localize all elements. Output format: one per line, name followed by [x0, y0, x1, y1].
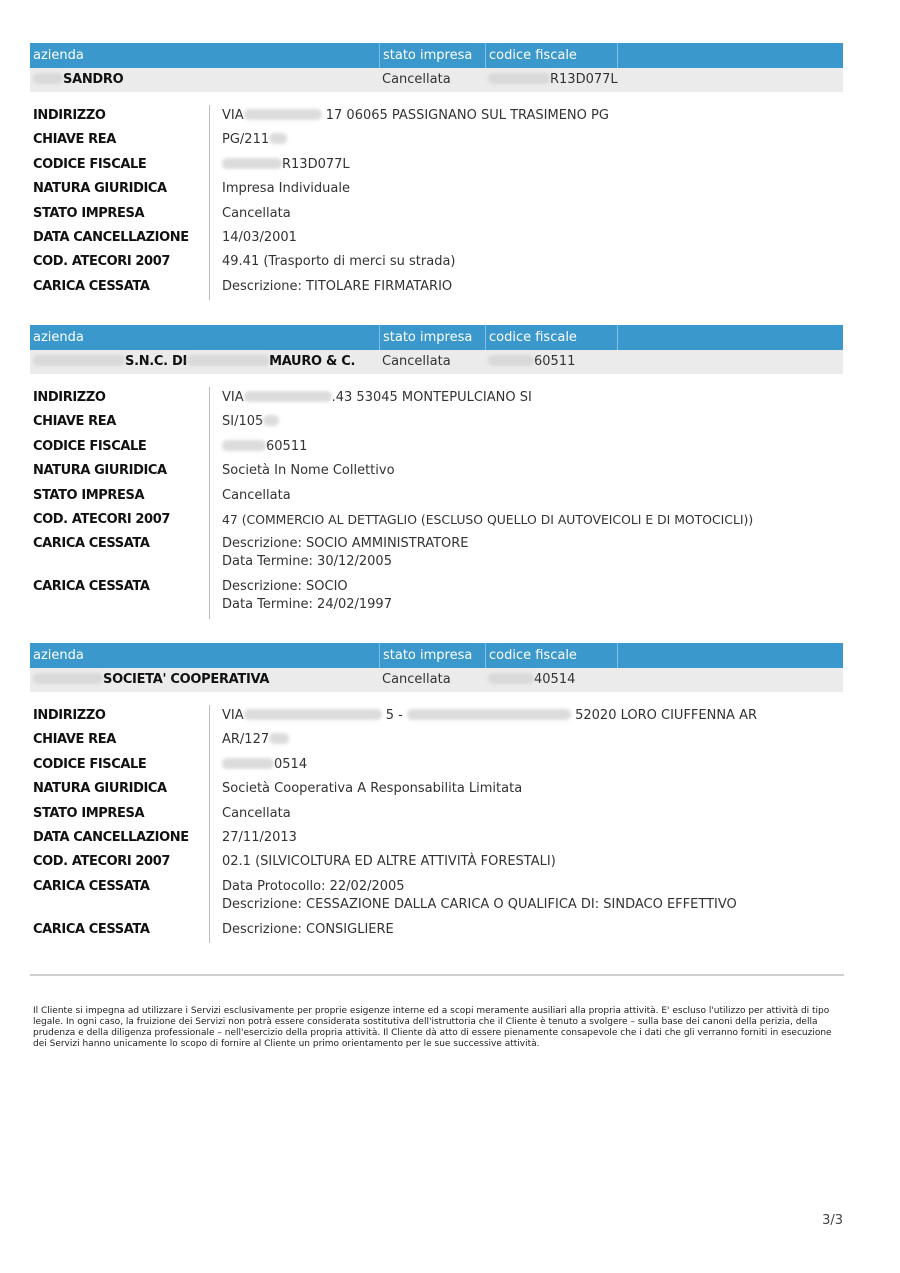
header-stato-impresa: stato impresa [379, 43, 485, 68]
detail-label: NATURA GIURIDICA [33, 463, 167, 479]
detail-label: CHIAVE REA [33, 132, 116, 148]
company-status: Cancellata [382, 672, 451, 687]
detail-label: NATURA GIURIDICA [33, 181, 167, 197]
page-number: 3/3 [822, 1213, 843, 1228]
company-fiscal-code: 40514 [488, 668, 575, 692]
detail-label: STATO IMPRESA [33, 805, 145, 821]
detail-row [30, 576, 843, 619]
detail-value: Descrizione: CONSIGLIERE [222, 921, 394, 937]
detail-value: VIA 5 - 52020 LORO CIUFFENNA AR [222, 708, 758, 723]
detail-label: COD. ATECORI 2007 [33, 254, 170, 270]
detail-label: COD. ATECORI 2007 [33, 511, 170, 527]
company-summary-row [30, 668, 843, 692]
detail-value: Descrizione: TITOLARE FIRMATARIO [222, 278, 453, 294]
detail-row [30, 778, 843, 802]
detail-value: Società Cooperativa A Responsabilita Limitata [222, 781, 523, 797]
header-codice-fiscale: codice fiscale [485, 43, 618, 68]
detail-label: CODICE FISCALE [33, 756, 147, 772]
detail-row [30, 129, 843, 153]
detail-value: Società In Nome Collettivo [222, 463, 395, 479]
detail-row [30, 154, 843, 178]
detail-label: CARICA CESSATA [33, 278, 150, 294]
detail-value: AR/127 [222, 729, 843, 749]
header-azienda: azienda [33, 48, 84, 63]
detail-value: PG/211 [222, 129, 843, 149]
detail-label: CARICA CESSATA [33, 536, 150, 552]
header-stato-impresa: stato impresa [379, 643, 485, 668]
detail-row [30, 178, 843, 202]
detail-label: CHIAVE REA [33, 414, 116, 430]
detail-row [30, 436, 843, 460]
company-details [30, 705, 843, 943]
detail-label: CODICE FISCALE [33, 156, 147, 172]
company-details [30, 387, 843, 619]
detail-row [30, 851, 843, 875]
detail-value: 14/03/2001 [222, 229, 297, 245]
company-fiscal-code: 60511 [488, 350, 575, 374]
detail-value: Impresa Individuale [222, 181, 350, 197]
detail-row [30, 387, 843, 411]
detail-value: VIA .43 53045 MONTEPULCIANO SI [222, 390, 532, 405]
detail-value: 0514 [222, 754, 843, 774]
detail-value: 27/11/2013 [222, 829, 297, 845]
company-card [30, 325, 843, 619]
company-name: S.N.C. DI MAURO & C. [33, 350, 355, 374]
detail-row [30, 411, 843, 435]
disclaimer-text: Il Cliente si impegna ad utilizzare i Servizi esclusivamente per proprie esigenze interne ed a scopi meramente ausiliari alla propria attività. E' escluso l'utilizzo per attività di tipo legale. In ogni caso, la fruizione dei Servizi non potrà essere considerata sostitutiva dell'istruttoria che il Cliente è tenuto a svolgere – sulla base dei canoni della perizia, della prudenza e della diligenza professionale – nell'esercizio della propria attività. Il Cliente dà atto di essere pienamente consapevole che i dati che gli verranno forniti in esecuzione dei Servizi hanno unicamente lo scopo di fornire al Cliente un primo orientamento per le sue successive attività. [33, 1006, 832, 1049]
detail-label: DATA CANCELLAZIONE [33, 229, 189, 245]
detail-row [30, 729, 843, 753]
company-status: Cancellata [382, 72, 451, 87]
detail-row [30, 203, 843, 227]
detail-row [30, 485, 843, 509]
company-header [30, 43, 843, 68]
detail-value: VIA 17 06065 PASSIGNANO SUL TRASIMENO PG [222, 108, 609, 123]
company-name: SOCIETA' COOPERATIVA [33, 668, 269, 692]
header-azienda: azienda [33, 330, 84, 345]
company-name: SANDRO [33, 68, 123, 92]
detail-row [30, 105, 843, 129]
detail-row [30, 533, 843, 576]
detail-label: CHIAVE REA [33, 732, 116, 748]
detail-label: CARICA CESSATA [33, 921, 150, 937]
company-card [30, 643, 843, 943]
detail-row [30, 227, 843, 251]
detail-value: Cancellata [222, 805, 291, 821]
detail-label: STATO IMPRESA [33, 205, 145, 221]
detail-value: Descrizione: SOCIO Data Termine: 24/02/1997 [222, 579, 392, 613]
detail-value: Descrizione: SOCIO AMMINISTRATORE Data Termine: 30/12/2005 [222, 536, 469, 570]
detail-value: 60511 [222, 436, 843, 456]
detail-value: R13D077L [222, 154, 843, 174]
detail-row [30, 754, 843, 778]
detail-row [30, 705, 843, 729]
detail-row [30, 876, 843, 919]
detail-label: CARICA CESSATA [33, 579, 150, 595]
detail-value: SI/105 [222, 411, 843, 431]
detail-row [30, 803, 843, 827]
company-header [30, 325, 843, 350]
company-status: Cancellata [382, 354, 451, 369]
detail-label: INDIRIZZO [33, 708, 106, 723]
header-azienda: azienda [33, 648, 84, 663]
detail-value: Data Protocollo: 22/02/2005 Descrizione: CESSAZIONE DALLA CARICA O QUALIFICA DI: SINDACO EFFETTIVO [222, 878, 737, 912]
detail-label: CARICA CESSATA [33, 878, 150, 894]
company-details [30, 105, 843, 300]
detail-label: NATURA GIURIDICA [33, 781, 167, 797]
company-header [30, 643, 843, 668]
detail-label: INDIRIZZO [33, 108, 106, 123]
detail-value: Cancellata [222, 487, 291, 503]
detail-row [30, 509, 843, 533]
company-fiscal-code: R13D077L [488, 68, 618, 92]
company-summary-row [30, 68, 843, 92]
detail-row [30, 827, 843, 851]
detail-row [30, 460, 843, 484]
detail-row [30, 276, 843, 300]
footer-divider [30, 974, 844, 976]
detail-row [30, 251, 843, 275]
detail-label: CODICE FISCALE [33, 438, 147, 454]
detail-value: Cancellata [222, 205, 291, 221]
company-summary-row [30, 350, 843, 374]
detail-label: STATO IMPRESA [33, 487, 145, 503]
detail-label: INDIRIZZO [33, 390, 106, 405]
header-stato-impresa: stato impresa [379, 325, 485, 350]
detail-label: DATA CANCELLAZIONE [33, 829, 189, 845]
detail-row [30, 919, 843, 943]
detail-value: 02.1 (SILVICOLTURA ED ALTRE ATTIVITÀ FORESTALI) [222, 854, 556, 870]
header-codice-fiscale: codice fiscale [485, 325, 618, 350]
detail-label: COD. ATECORI 2007 [33, 854, 170, 870]
detail-value: 47 (COMMERCIO AL DETTAGLIO (ESCLUSO QUELLO DI AUTOVEICOLI E DI MOTOCICLI)) [222, 511, 754, 527]
header-codice-fiscale: codice fiscale [485, 643, 618, 668]
detail-value: 49.41 (Trasporto di merci su strada) [222, 254, 456, 270]
company-card [30, 43, 843, 300]
